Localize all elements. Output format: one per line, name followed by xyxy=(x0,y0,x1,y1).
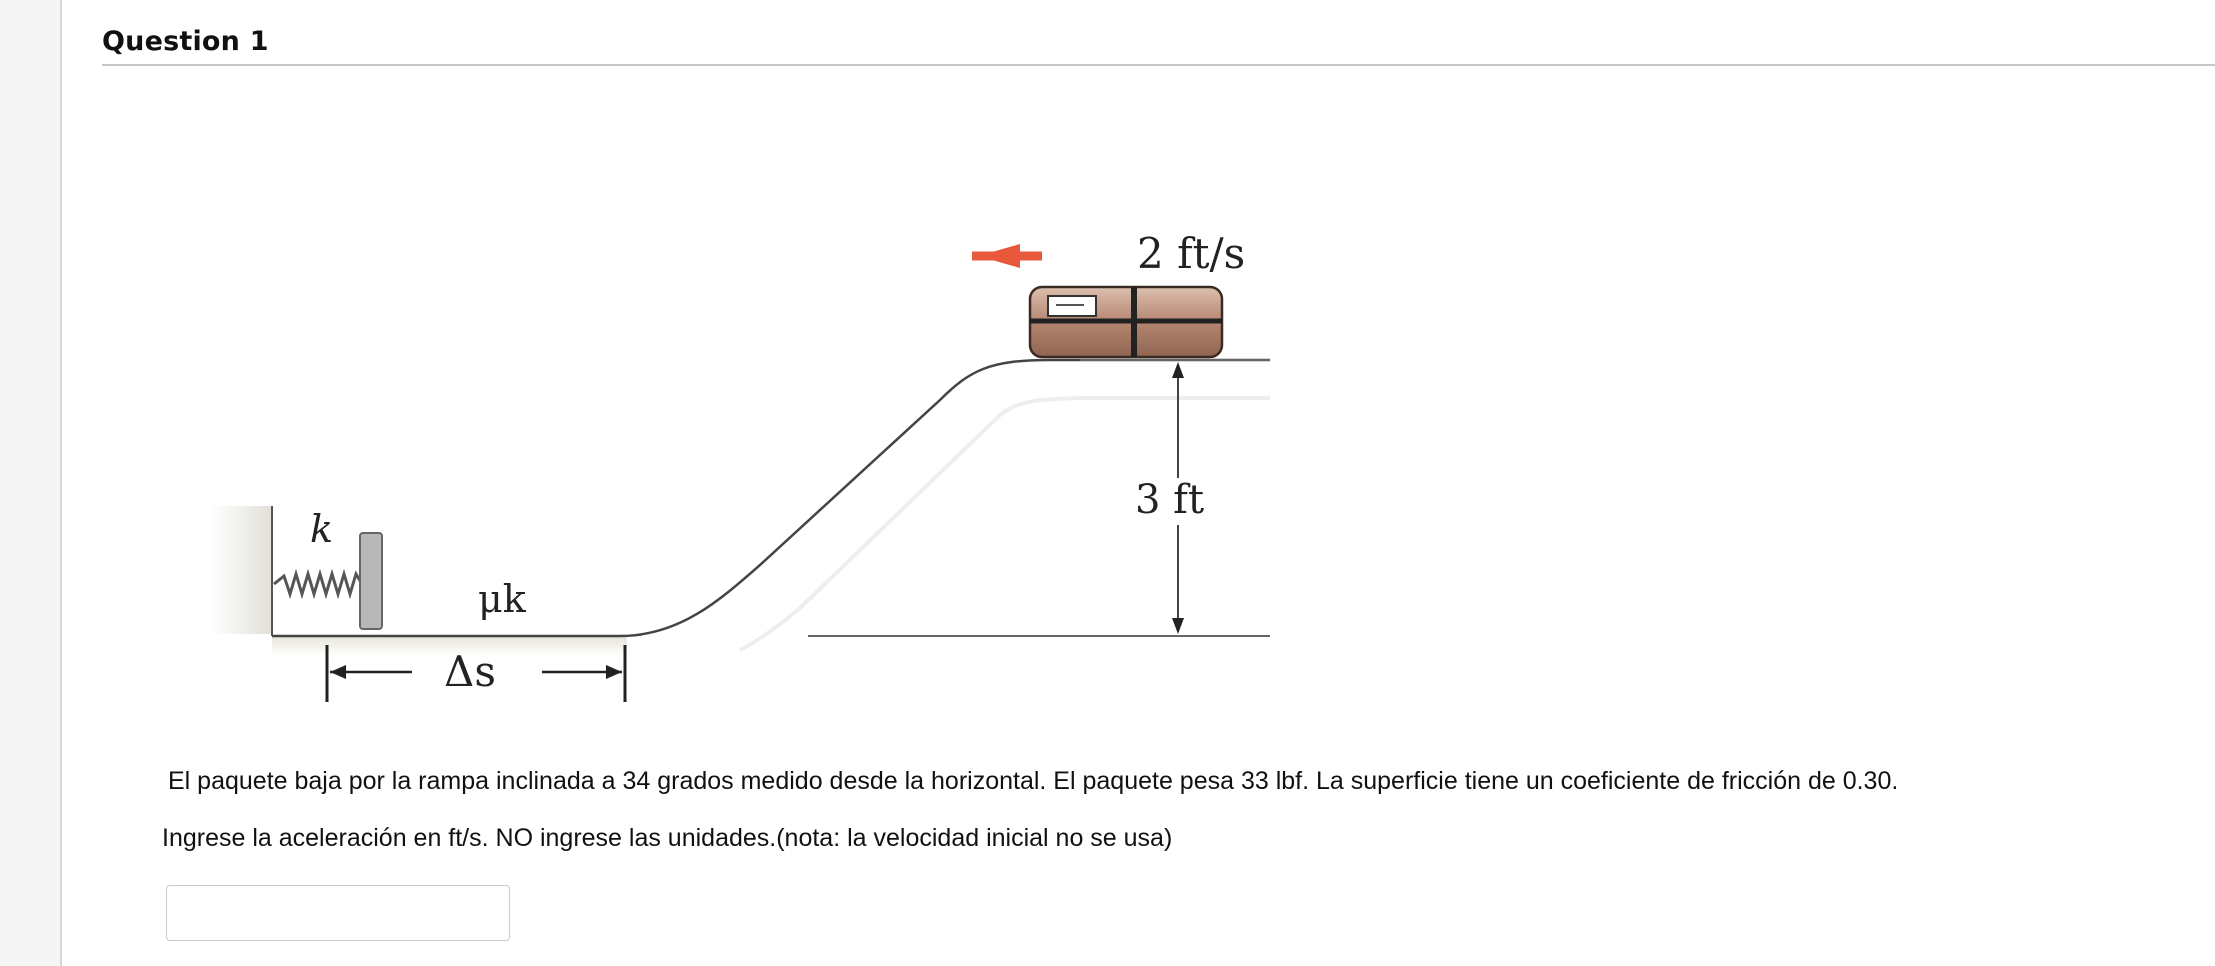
velocity-label: 2 ft/s xyxy=(1137,229,1246,278)
wall xyxy=(210,506,272,634)
spring-constant-label: k xyxy=(310,507,334,551)
friction-coefficient-label: μk xyxy=(478,577,526,621)
height-arrowhead-bottom xyxy=(1172,618,1184,634)
distance-arrowhead-right xyxy=(606,665,622,679)
spring-plate xyxy=(360,533,382,629)
ramp-shadow xyxy=(740,398,1270,650)
spring xyxy=(274,574,362,594)
distance-label: Δs xyxy=(444,647,496,696)
velocity-arrowhead xyxy=(978,244,1020,268)
answer-input[interactable] xyxy=(166,885,510,941)
question-prompt-line-1: El paquete baja por la rampa inclinada a 34 grados medido desde la horizontal. El paquete pesa 33 lbf. La superficie tiene un coeficiente de fricción de 0.30. xyxy=(168,767,1899,795)
ramp-diagram xyxy=(200,220,1280,720)
problem-figure xyxy=(200,220,1280,720)
question-title: Question 1 xyxy=(102,26,269,57)
height-label: 3 ft xyxy=(1135,477,1205,523)
distance-arrowhead-left xyxy=(330,665,346,679)
question-header xyxy=(102,22,2215,66)
left-sidebar-rail xyxy=(0,0,62,966)
question-prompt-line-2: Ingrese la aceleración en ft/s. NO ingrese las unidades.(nota: la velocidad inicial no se usa) xyxy=(162,824,1173,852)
ramp-surface xyxy=(272,360,1270,636)
height-arrowhead-top xyxy=(1172,362,1184,378)
